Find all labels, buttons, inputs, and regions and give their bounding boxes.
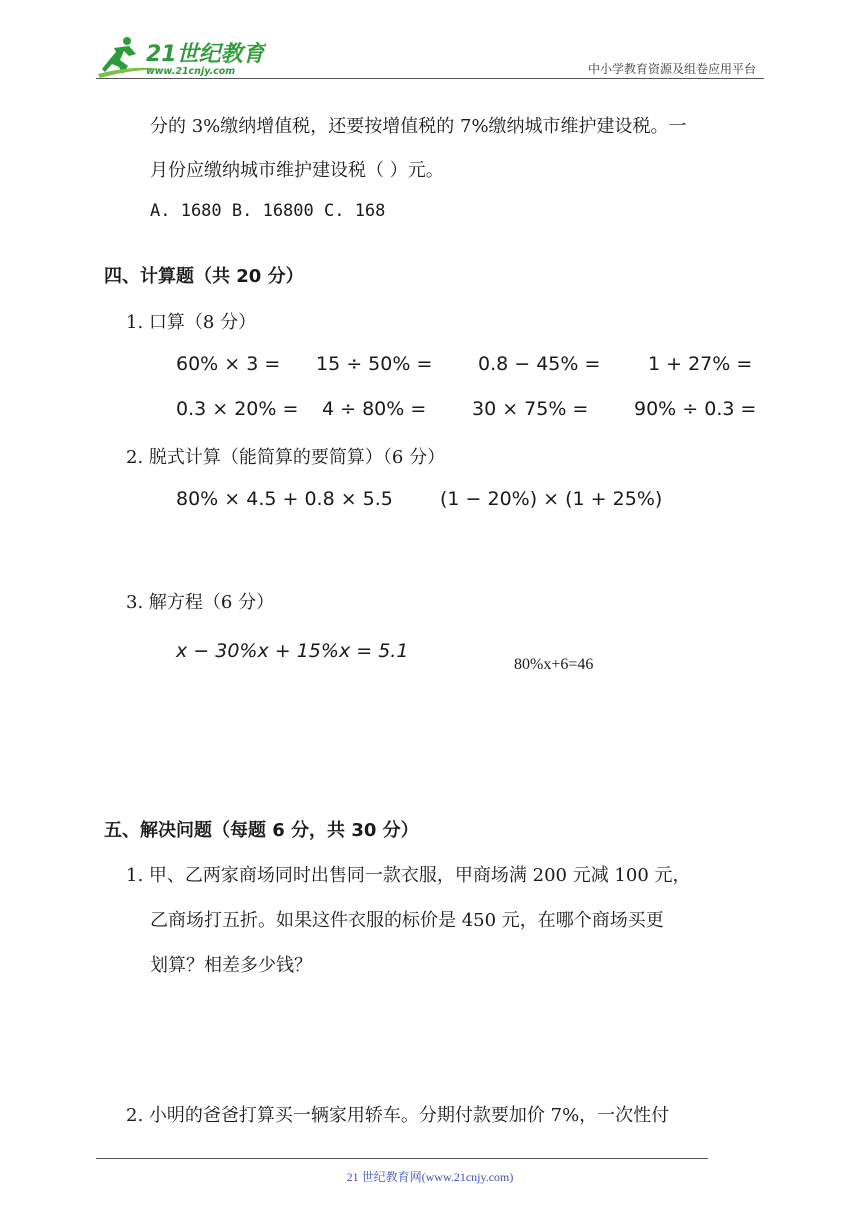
section-title: 四、计算题（共 20 分）: [104, 266, 304, 287]
equation: 80%x+6=46: [514, 656, 594, 673]
oral-problem: 90% ÷ 0.3 =: [634, 398, 757, 420]
calc-problem: 80% × 4.5 + 0.8 × 5.5: [176, 488, 393, 510]
question-text-line: 划算？相差多少钱？: [150, 955, 312, 976]
site-logo: [96, 34, 266, 80]
footer-link[interactable]: 21 世纪教育网(www.21cnjy.com): [346, 1170, 514, 1184]
footer-divider: [96, 1158, 708, 1159]
oral-problem: 30 × 75% =: [472, 398, 589, 420]
question-text-line: 分的 3%缴纳增值税，还要按增值税的 7%缴纳城市维护建设税。一: [150, 116, 687, 137]
oral-problem: 0.8 − 45% =: [478, 353, 601, 375]
question-text-line: 月份应缴纳城市维护建设税（ ）元。: [150, 160, 444, 181]
subquestion-label: 3. 解方程（6 分）: [126, 592, 275, 613]
subquestion-label: 1. 口算（8 分）: [126, 312, 257, 333]
logo-text: 21世纪教育: [146, 42, 265, 67]
oral-problem: 1 + 27% =: [648, 353, 753, 375]
question-text-line: 乙商场打五折。如果这件衣服的标价是 450 元，在哪个商场买更: [150, 910, 664, 931]
answer-options: A. 1680 B. 16800 C. 168: [150, 201, 386, 221]
question-text-line: 1. 甲、乙两家商场同时出售同一款衣服，甲商场满 200 元减 100 元，: [126, 865, 691, 886]
oral-problem: 0.3 × 20% =: [176, 398, 299, 420]
section-title: 五、解决问题（每题 6 分，共 30 分）: [104, 820, 419, 841]
subquestion-label: 2. 脱式计算（能简算的要简算）（6 分）: [126, 447, 446, 468]
question-text-line: 2. 小明的爸爸打算买一辆家用轿车。分期付款要加价 7%，一次性付: [126, 1105, 670, 1126]
header-divider: [96, 78, 764, 79]
oral-problem: 15 ÷ 50% =: [316, 353, 433, 375]
calc-problem: (1 − 20%) × (1 + 25%): [440, 488, 663, 510]
oral-problem: 60% × 3 =: [176, 353, 281, 375]
oral-problem: 4 ÷ 80% =: [322, 398, 427, 420]
logo-url: www.21cnjy.com: [146, 66, 236, 77]
equation: x − 30%x + 15%x = 5.1: [176, 640, 409, 662]
header-platform-text: 中小学教育资源及组卷应用平台: [587, 62, 756, 76]
